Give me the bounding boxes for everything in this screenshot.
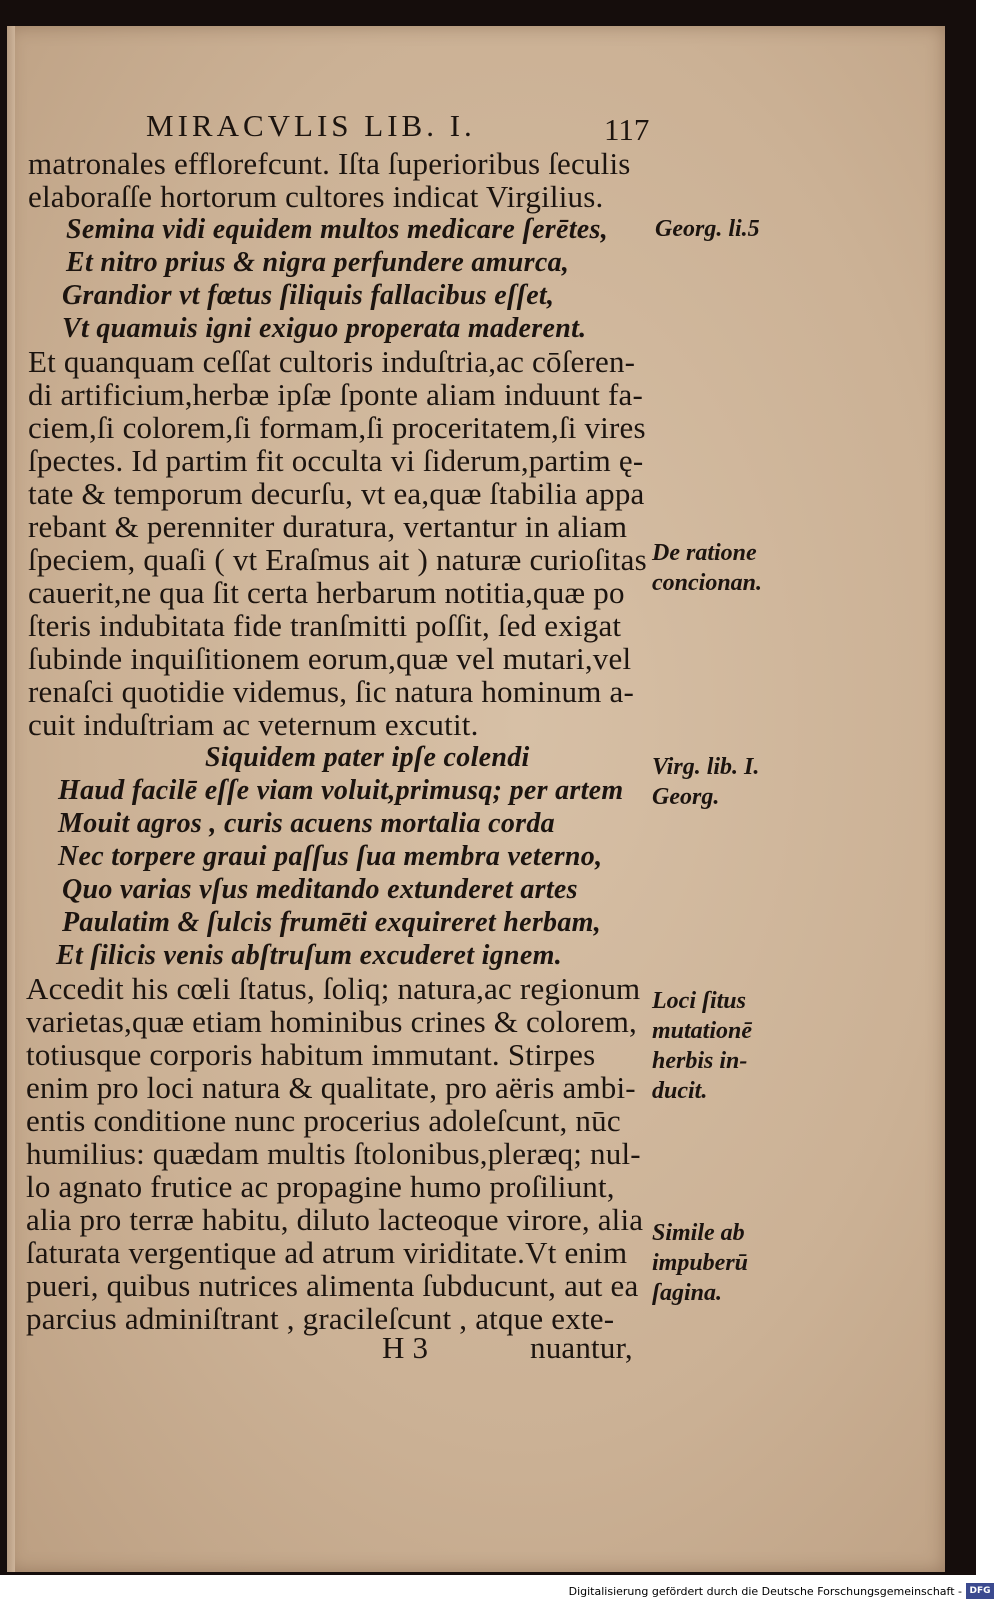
margin-note: Simile ab <box>652 1220 745 1246</box>
body-text-line: parcius adminiſtrant , gracileſcunt , atque exte- <box>26 1301 615 1336</box>
body-text-line: rebant & perenniter duratura, vertantur in aliam <box>28 509 628 544</box>
margin-note: mutationē <box>652 1018 753 1044</box>
margin-note: ſagina. <box>652 1280 723 1306</box>
page-edge <box>7 26 15 1572</box>
verse-line: Et ſilicis venis abſtruſum excuderet ignem. <box>56 940 562 971</box>
verse-line: Et nitro prius & nigra perfundere amurca, <box>66 247 570 278</box>
margin-note: impuberū <box>652 1250 749 1276</box>
body-text-line: renaſci quotidie videmus, ſic natura hominum a- <box>28 674 634 709</box>
margin-note: De ratione <box>652 540 757 566</box>
body-text-line: humilius: quædam multis ſtolonibus,pleræq; nul- <box>26 1136 641 1171</box>
body-text-line: alia pro terræ habitu, diluto lacteoque virore, alia <box>26 1202 644 1237</box>
body-text-line: enim pro loci natura & qualitate, pro aëris ambi- <box>26 1070 636 1105</box>
verse-line: Grandior vt fœtus ſiliquis fallacibus eſſet, <box>62 280 555 311</box>
verse-line: Semina vidi equidem multos medicare ſerētes, <box>66 214 609 245</box>
margin-note: Georg. li.5 <box>655 216 760 242</box>
dfg-logo: DFG <box>966 1583 994 1599</box>
margin-note: Georg. <box>652 784 720 810</box>
body-text-line: di artificium,herbæ ipſæ ſponte aliam induunt fa- <box>28 377 644 412</box>
body-text-line: ſteris indubitata fide tranſmitti poſſit, ſed exigat <box>28 608 622 643</box>
verse-line: Quo varias vſus meditando extunderet artes <box>62 874 578 905</box>
margin-note: Loci ſitus <box>652 988 746 1014</box>
verse-line: Siquidem pater ipſe colendi <box>205 742 530 773</box>
signature-mark: H 3 <box>382 1330 429 1365</box>
verse-line: Haud facilē eſſe viam voluit,primusq; per artem <box>58 775 624 806</box>
margin-note: Virg. lib. I. <box>652 754 760 780</box>
credit-bar <box>0 1575 1000 1607</box>
verse-line: Nec torpere graui paſſus ſua membra veterno, <box>58 841 603 872</box>
body-text-line: lo agnato frutice ac propagine humo proſiliunt, <box>26 1169 615 1204</box>
body-text-line: varietas,quæ etiam hominibus crines & colorem, <box>26 1004 637 1039</box>
body-text-line: ſubinde inquiſitionem eorum,quæ vel mutari,vel <box>28 641 632 676</box>
body-text-line: ſpectes. Id partim fit occulta vi ſiderum,partim ę- <box>28 443 644 478</box>
body-text-line: Accedit his cœli ſtatus, ſoliq; natura,ac regionum <box>26 971 641 1006</box>
body-text-line: elaboraſſe hortorum cultores indicat Virgilius. <box>28 179 604 214</box>
margin-note: concionan. <box>652 570 763 596</box>
body-text-line: tate & temporum decurſu, vt ea,quæ ſtabilia appa <box>28 476 645 511</box>
verse-line: Paulatim & ſulcis frumēti exquireret herbam, <box>62 907 601 938</box>
margin-note: ducit. <box>652 1078 708 1104</box>
body-text-line: cuit induſtriam ac veternum excutit. <box>28 707 479 742</box>
credit-text: Digitalisierung gefördert durch die Deutsche Forschungsgemeinschaft - <box>568 1585 962 1598</box>
body-text-line: Et quanquam ceſſat cultoris induſtria,ac cōſeren- <box>28 344 636 379</box>
body-text-line: pueri, quibus nutrices alimenta ſubducunt, aut ea <box>26 1268 639 1303</box>
body-text-line: ſaturata vergentique ad atrum viriditate.Vt enim <box>26 1235 628 1270</box>
verse-line: Vt quamuis igni exiguo properata maderent. <box>62 313 587 344</box>
body-text-line: entis conditione nunc procerius adoleſcunt, nūc <box>26 1103 621 1138</box>
body-text-line: matronales efflorefcunt. Iſta ſuperioribus ſeculis <box>28 146 631 181</box>
body-text-line: cauerit,ne qua ſit certa herbarum notitia,quæ po <box>28 575 625 610</box>
verse-line: Mouit agros , curis acuens mortalia corda <box>58 808 555 839</box>
body-text-line: totiusque corporis habitum immutant. Stirpes <box>26 1037 596 1072</box>
page-number: 117 <box>604 112 650 147</box>
body-text-line: ciem,ſi colorem,ſi formam,ſi proceritatem,ſi vires <box>28 410 646 445</box>
body-text-line: ſpeciem, quaſi ( vt Eraſmus ait ) naturæ curioſitas <box>28 542 647 577</box>
margin-note: herbis in- <box>652 1048 748 1074</box>
running-title: MIRACVLIS LIB. I. <box>146 108 476 143</box>
catchword: nuantur, <box>530 1330 633 1365</box>
